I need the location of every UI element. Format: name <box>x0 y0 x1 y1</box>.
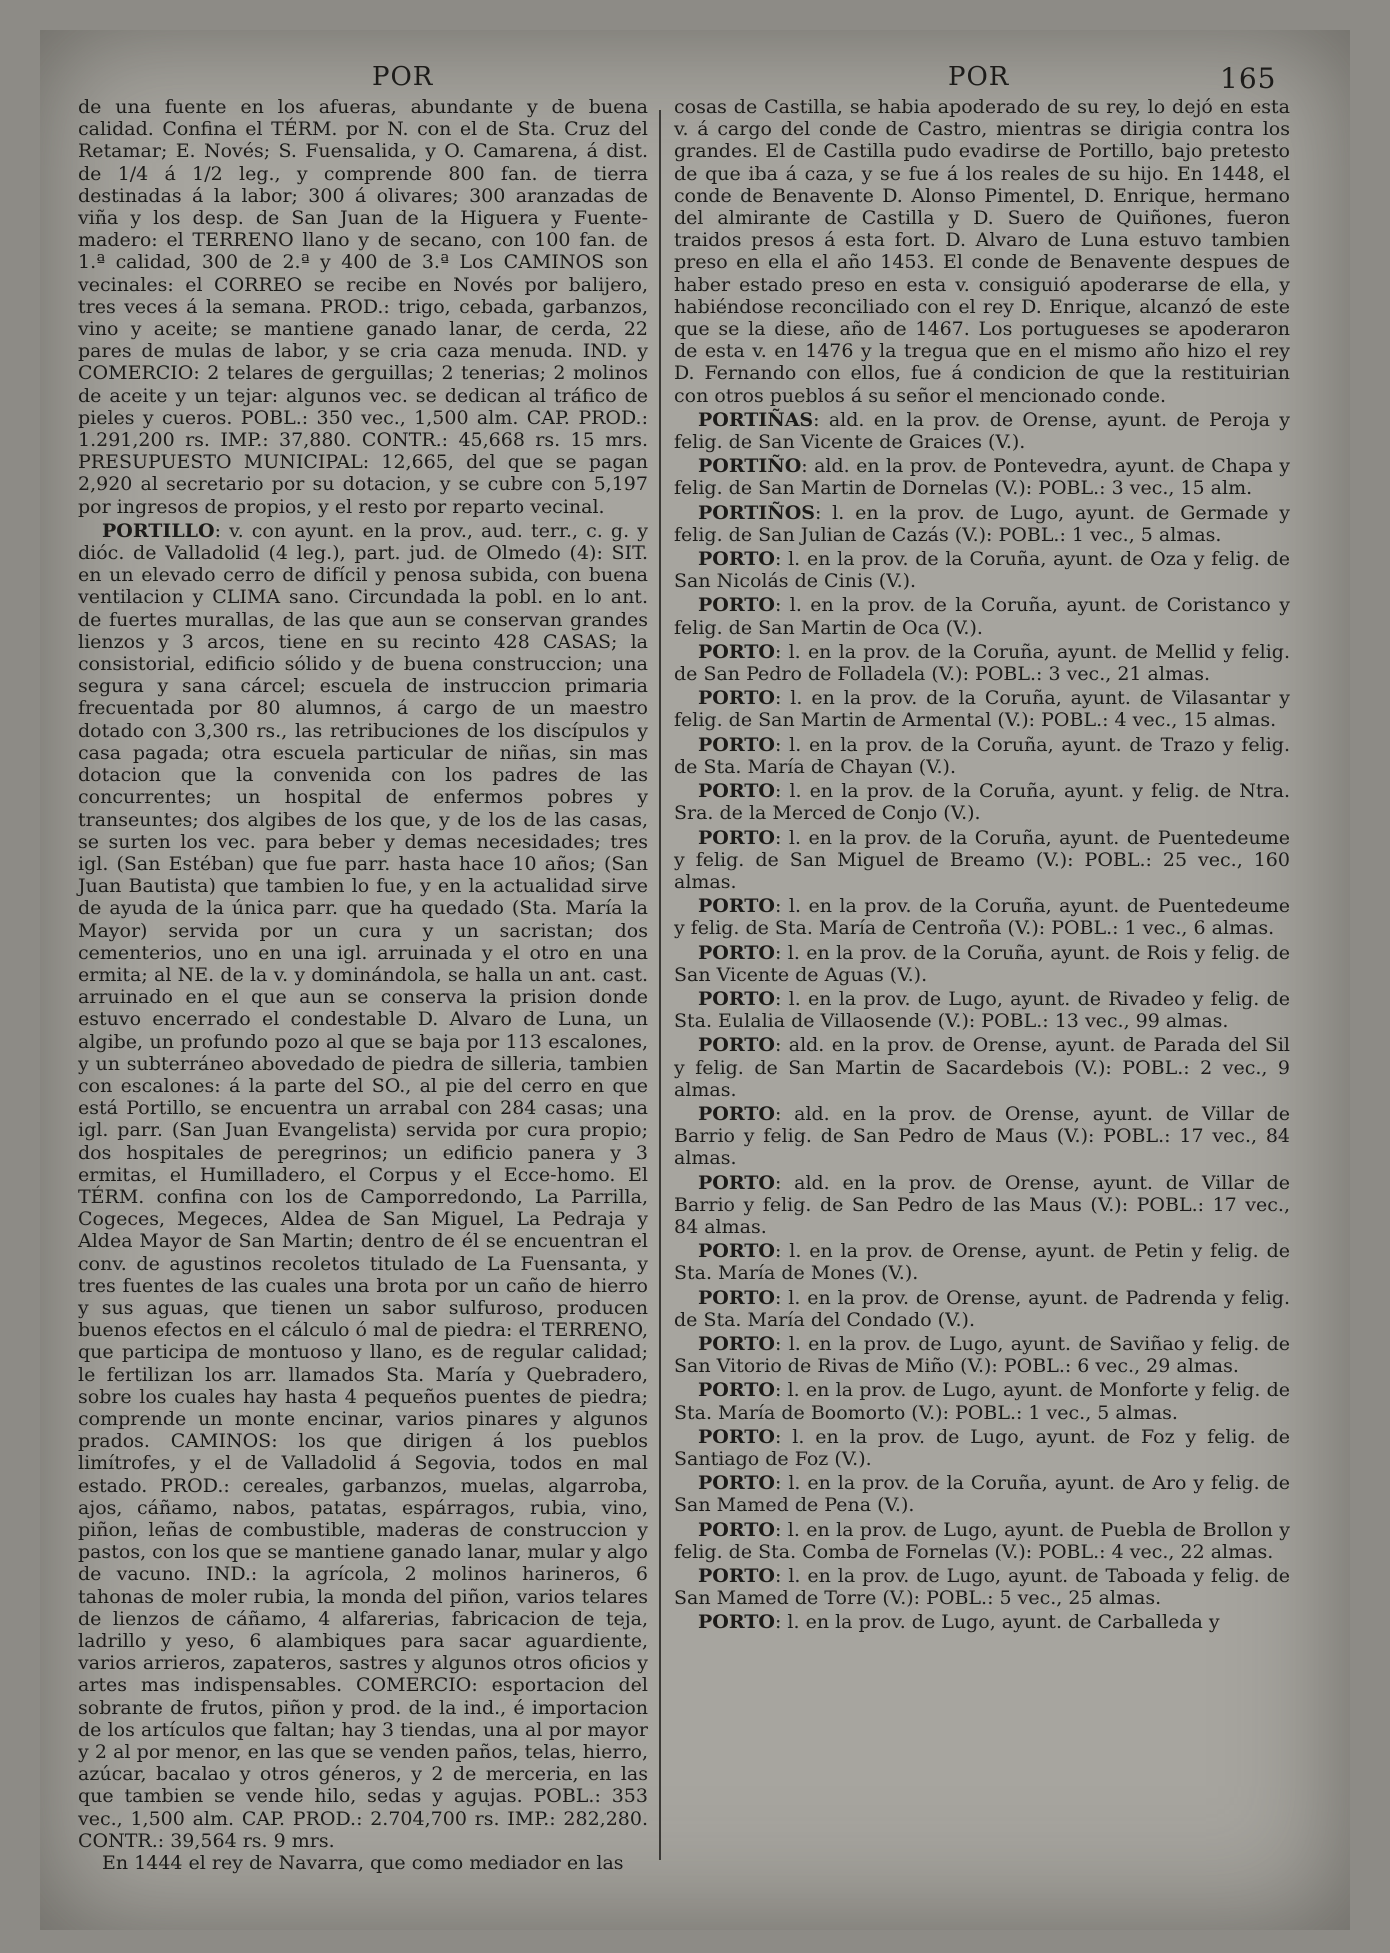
dictionary-entry <box>674 409 1290 453</box>
entry-headword: PORTIÑO <box>698 455 802 478</box>
entry-body: : v. con ayunt. en la prov., aud. terr., c. g. y dióc. de Valladolid (4 leg.), part. jud. de Olmedo (4): SIT. en un elevado cerro de difícil y penosa subida, con buena ventilacion y CLIMA sano. Circundada la pobl. en lo ant. de fuertes murallas, de las que aun se conservan grandes lienzos y 3 arcos, tiene en su recinto 428 CASAS; la consistorial, edificio sólido y de buena construccion; una segura y sana cárcel; escuela de instruccion primaria frecuentada por 80 alumnos, á cargo de un maestro dotado con 3,300 rs., las retribuciones de los discípulos y casa pagada; otra escuela particular de niñas, sin mas dotacion que la convenida con los padres de las concurrentes; un hospital de enfermos pobres y transeuntes; dos algibes de los que, y de los de las casas, se surten los vec. para beber y demas necesidades; tres igl. (San Estéban) que fue parr. hasta hace 10 años; (San Juan Bautista) que tambien lo fue, y en la actualidad sirve de ayuda de la única parr. que ha quedado (Sta. María la Mayor) servida por un cura y un sacristan; dos cementerios, uno en una igl. arruinada y el otro en una ermita; al NE. de la v. y dominándola, se halla un ant. cast. arruinado en el que aun se conserva la prision donde estuvo encerrado el condestable D. Alvaro de Luna, un algibe, un profundo pozo al que se baja por 113 escalones, y un subterráneo abovedado de piedra de silleria, tambien con escalones: á la parte del SO., al pie del cerro en que está Portillo, se encuentra un arrabal con 284 casas; una igl. parr. (San Juan Evangelista) servida por cura propio; dos hospitales de peregrinos; un edificio panera y 3 ermitas, el Humilladero, el Corpus y el Ecce-homo. El TÉRM. confina con los de Camporredondo, La Parrilla, Cogeces, Megeces, Aldea de San Miguel, La Pedraja y Aldea Mayor de San Martin; dentro de él se encuentran el conv. de agustinos recoletos titulado de La Fuensanta, y tres fuentes de las cuales una brota por un caño de hierro y sus aguas, que tienen un sabor sulfuroso, producen buenos efectos en el cálculo ó mal de piedra: el TERRENO, que participa de montuoso y llano, es de regular calidad; le fertilizan los arr. llamados Sta. María y Quebradero, sobre los cuales hay hasta 4 pequeños puentes de piedra; comprende un monte encinar, varios pinares y algunos prados. CAMINOS: los que dirigen á los pueblos limítrofes, y el de Valladolid á Segovia, todos en mal estado. PROD.: cereales, garbanzos, muelas, algarroba, ajos, cáñamo, nabos, patatas, espárragos, rubia, vino, piñon, leñas de combustible, maderas de construccion y pastos, con los que se mantiene ganado lanar, mular y algo de vacuno. IND.: la agrícola, 2 molinos harineros, 6 tahonas de moler rubia, la monda del piñon, varios telares de lienzos de cáñamo, 4 alfarerias, fabricacion de teja, ladrillo y yeso, 6 alambiques para sacar aguardiente, varios arrieros, zapateros, sastres y algunos otros oficios y artes mas indispensables. COMERCIO: esportacion del sobrante de frutos, piñon y prod. de la ind., é importacion de los artículos que faltan; hay 3 tiendas, una al por mayor y 2 al por menor, en las que se venden paños, telas, hierro, azúcar, bacalao y otros géneros, y 2 de merceria, en las que tambien se vende hilo, sedas y agujas. POBL.: 353 vec., 1,500 alm. CAP. PROD.: 2.704,700 rs. IMP.: 282,280. CONTR.: 39,564 rs. 9 mrs. <box>78 519 648 1852</box>
entry-body: : l. en la prov. de la Coruña, ayunt. de Mellid y felig. de San Pedro de Folladela (V.): POBL.: 3 vec., 21 almas. <box>674 640 1290 686</box>
entry-headword: PORTO <box>698 826 775 849</box>
column-divider <box>659 110 661 1860</box>
entry-body: : l. en la prov. de la Coruña, ayunt. de Puentedeume y felig. de San Miguel de Breamo (V.): POBL.: 25 vec., 160 almas. <box>674 826 1290 893</box>
dictionary-entry <box>674 1611 1290 1633</box>
entry-headword: PORTO <box>698 1472 775 1495</box>
right-column <box>674 96 1290 1856</box>
entry-body: : l. en la prov. de Lugo, ayunt. de Rivadeo y felig. de Sta. Eulalia de Villaosende (V.): POBL.: 13 vec., 99 almas. <box>674 987 1290 1033</box>
entry-headword: PORTO <box>698 1286 775 1309</box>
entry-headword: PORTO <box>698 941 775 964</box>
dictionary-entry <box>674 1472 1290 1516</box>
entry-headword: PORTO <box>698 1102 775 1125</box>
entry-headword: PORTO <box>698 687 775 710</box>
dictionary-entry <box>674 988 1290 1032</box>
entry-headword: PORTIÑOS <box>698 501 815 524</box>
entry-headword: PORTIÑAS <box>698 408 814 431</box>
entry-headword: PORTO <box>698 895 775 918</box>
dictionary-entry <box>674 1172 1290 1239</box>
page-number: 165 <box>1220 62 1277 95</box>
entry-headword: PORTO <box>698 1332 775 1355</box>
entry-body: : l. en la prov. de la Coruña, ayunt. de Coristanco y felig. de San Martin de Oca (V.). <box>674 594 1290 639</box>
entry-headword: PORTO <box>698 1240 775 1263</box>
paragraph: de una fuente en los afueras, abundante y de buena calidad. Confina el TÉRM. por N. con el de Sta. Cruz del Retamar; E. Novés; S. Fuensalida, y O. Camarena, á dist. de 1/4 á 1/2 leg., y comprende 800 fan. de tierra destinadas á la labor; 300 á olivares; 300 aranzadas de viña y los desp. de San Juan de la Higuera y Fuente-madero: el TERRENO llano y de secano, con 100 fan. de 1.ª calidad, 300 de 2.ª y 400 de 3.ª Los CAMINOS son vecinales: el CORREO se recibe en Novés por balijero, tres veces á la semana. PROD.: trigo, cebada, garbanzos, vino y aceite; se mantiene ganado lanar, de cerda, 22 pares de mulas de labor, y se cria caza menuda. IND. y COMERCIO: 2 telares de gerguillas; 2 tenerias; 2 molinos de aceite y un tejar: algunos vec. se dedican al tráfico de pieles y cueros. POBL.: 350 vec., 1,500 alm. CAP. PROD.: 1.291,200 rs. IMP.: 37,880. CONTR.: 45,668 rs. 15 mrs. PRESUPUESTO MUNICIPAL: 12,665, del que se pagan 2,920 al secretario por su dotacion, y se cubre con 5,197 por ingresos de propios, y el resto por reparto vecinal. <box>78 96 648 518</box>
entry-headword: PORTO <box>698 1518 775 1541</box>
entry-headword: PORTO <box>698 1611 775 1634</box>
dictionary-entry <box>674 1519 1290 1563</box>
entry-headword: PORTO <box>698 1565 775 1587</box>
entry-headword: PORTO <box>698 733 775 756</box>
entry-headword: PORTO <box>698 1034 775 1057</box>
entry-body: : l. en la prov. de Orense, ayunt. de Padrenda y felig. de Sta. María del Condado (V.). <box>674 1286 1290 1331</box>
dictionary-entry <box>674 502 1290 546</box>
entry-body: : l. en la prov. de Lugo, ayunt. de Foz y felig. de Santiago de Foz (V.). <box>674 1425 1290 1470</box>
entry-body: : l. en la prov. de la Coruña, ayunt. de Vilasantar y felig. de San Martin de Armental (V.): POBL.: 4 vec., 15 almas. <box>674 687 1290 732</box>
entry-headword: PORTO <box>698 640 775 663</box>
entry-body: : l. en la prov. de Lugo, ayunt. de Saviñao y felig. de San Vitorio de Rivas de Miño (V.): POBL.: 6 vec., 29 almas. <box>674 1332 1290 1378</box>
dictionary-entry <box>674 548 1290 592</box>
entry-headword: PORTO <box>698 1379 775 1402</box>
dictionary-entry <box>674 1034 1290 1101</box>
entry-body: : ald. en la prov. de Orense, ayunt. de Parada del Sil y felig. de San Martin de Sacardebois (V.): POBL.: 2 vec., 9 almas. <box>674 1034 1290 1101</box>
entry-headword: PORTO <box>698 987 775 1010</box>
entry-body: : ald. en la prov. de Pontevedra, ayunt. de Chapa y felig. de San Martin de Dornelas (V.): POBL.: 3 vec., 15 alm. <box>674 455 1290 500</box>
entry-body: : l. en la prov. de la Coruña, ayunt. de Rois y felig. de San Vicente de Aguas (V.). <box>674 941 1290 986</box>
entry-body: : l. en la prov. de Lugo, ayunt. de Carballeda y <box>774 1611 1220 1634</box>
dictionary-entry <box>674 1565 1290 1609</box>
left-running-head: POR <box>372 62 434 92</box>
dictionary-entry <box>674 594 1290 638</box>
paragraph: En 1444 el rey de Navarra, que como mediador en las <box>102 1852 624 1875</box>
dictionary-entry <box>674 895 1290 939</box>
entry-body: : l. en la prov. de la Coruña, ayunt. y felig. de Ntra. Sra. de la Merced de Conjo (V.). <box>674 780 1290 825</box>
entry-body: : l. en la prov. de la Coruña, ayunt. de Trazo y felig. de Sta. María de Chayan (V.). <box>674 733 1290 778</box>
entry-body: : l. en la prov. de Lugo, ayunt. de Puebla de Brollon y felig. de Sta. Comba de Fornelas (V.): POBL.: 4 vec., 22 almas. <box>674 1518 1290 1563</box>
left-column <box>78 96 648 1875</box>
entry-body: : l. en la prov. de la Coruña, ayunt. de Puentedeume y felig. de Sta. María de Centroña (V.): POBL.: 1 vec., 6 almas. <box>674 895 1290 940</box>
dictionary-entry <box>674 780 1290 824</box>
entry-body: : ald. en la prov. de Orense, ayunt. de Peroja y felig. de San Vicente de Graices (V.). <box>674 408 1290 454</box>
entry-body: : l. en la prov. de Orense, ayunt. de Petin y felig. de Sta. María de Mones (V.). <box>674 1240 1290 1285</box>
entry-body: : l. en la prov. de la Coruña, ayunt. de Oza y felig. de San Nicolás de Cinis (V.). <box>674 548 1290 593</box>
dictionary-entry <box>674 1240 1290 1284</box>
dictionary-entry <box>674 1333 1290 1377</box>
dictionary-entry <box>674 1287 1290 1331</box>
dictionary-entry <box>674 687 1290 731</box>
dictionary-entry <box>674 1426 1290 1470</box>
entry-headword: PORTO <box>698 1171 775 1194</box>
entry-body: : l. en la prov. de la Coruña, ayunt. de Aro y felig. de San Mamed de Pena (V.). <box>674 1472 1290 1517</box>
dictionary-entry <box>674 734 1290 778</box>
dictionary-entry <box>674 827 1290 894</box>
entry-body: : l. en la prov. de Lugo, ayunt. de Taboada y felig. de San Mamed de Torre (V.): POBL.: 5 vec., 25 almas. <box>674 1565 1290 1610</box>
dictionary-entry <box>674 1103 1290 1170</box>
entry-body: : ald. en la prov. de Orense, ayunt. de Villar de Barrio y felig. de San Pedro de las Maus (V.): POBL.: 17 vec., 84 almas. <box>674 1171 1290 1238</box>
entry-body: : ald. en la prov. de Orense, ayunt. de Villar de Barrio y felig. de San Pedro de Maus (V.): POBL.: 17 vec., 84 almas. <box>674 1102 1290 1170</box>
entry-headword: PORTO <box>698 548 775 571</box>
dictionary-entry <box>674 455 1290 499</box>
paragraph: cosas de Castilla, se habia apoderado de su rey, lo dejó en esta v. á cargo del conde de Castro, mientras se dirigia contra los grandes. El de Castilla pudo evadirse de Portillo, bajo pretesto de que iba á caza, y se fue á los reales de su hijo. En 1448, el conde de Benavente D. Alonso Pimentel, D. Enrique, hermano del almirante de Castilla y D. Suero de Quiñones, fueron traidos presos á esta fort. D. Alvaro de Luna estuvo tambien preso en ella el año 1453. El conde de Benavente despues de haber estado preso en esta v. consiguió apoderarse de ella, y habiéndose reconciliado con el rey D. Enrique, alcanzó de este que se la diese, año de 1467. Los portugueses se apoderaron de esta v. en 1476 y la tregua que en el mismo año hizo el rey D. Fernando con ellos, fue á condicion de que la restituirian con otros pueblos á su señor el mencionado conde. <box>674 96 1290 407</box>
entry-body: : l. en la prov. de Lugo, ayunt. de Monforte y felig. de Sta. María de Boomorto (V.): POBL.: 1 vec., 5 almas. <box>674 1379 1290 1424</box>
dictionary-entry <box>674 641 1290 685</box>
entry-headword: PORTO <box>698 780 775 803</box>
dictionary-entry <box>674 942 1290 986</box>
dictionary-entry <box>674 1379 1290 1423</box>
entry-headword: PORTO <box>698 594 775 617</box>
entry-headword: PORTO <box>698 1425 775 1448</box>
right-running-head: POR <box>948 62 1010 92</box>
dictionary-entry <box>78 520 648 1852</box>
entry-headword: PORTILLO <box>102 519 215 542</box>
entry-body: : l. en la prov. de Lugo, ayunt. de Germade y felig. de San Julian de Cazás (V.): POBL.: 1 vec., 5 almas. <box>674 501 1290 546</box>
